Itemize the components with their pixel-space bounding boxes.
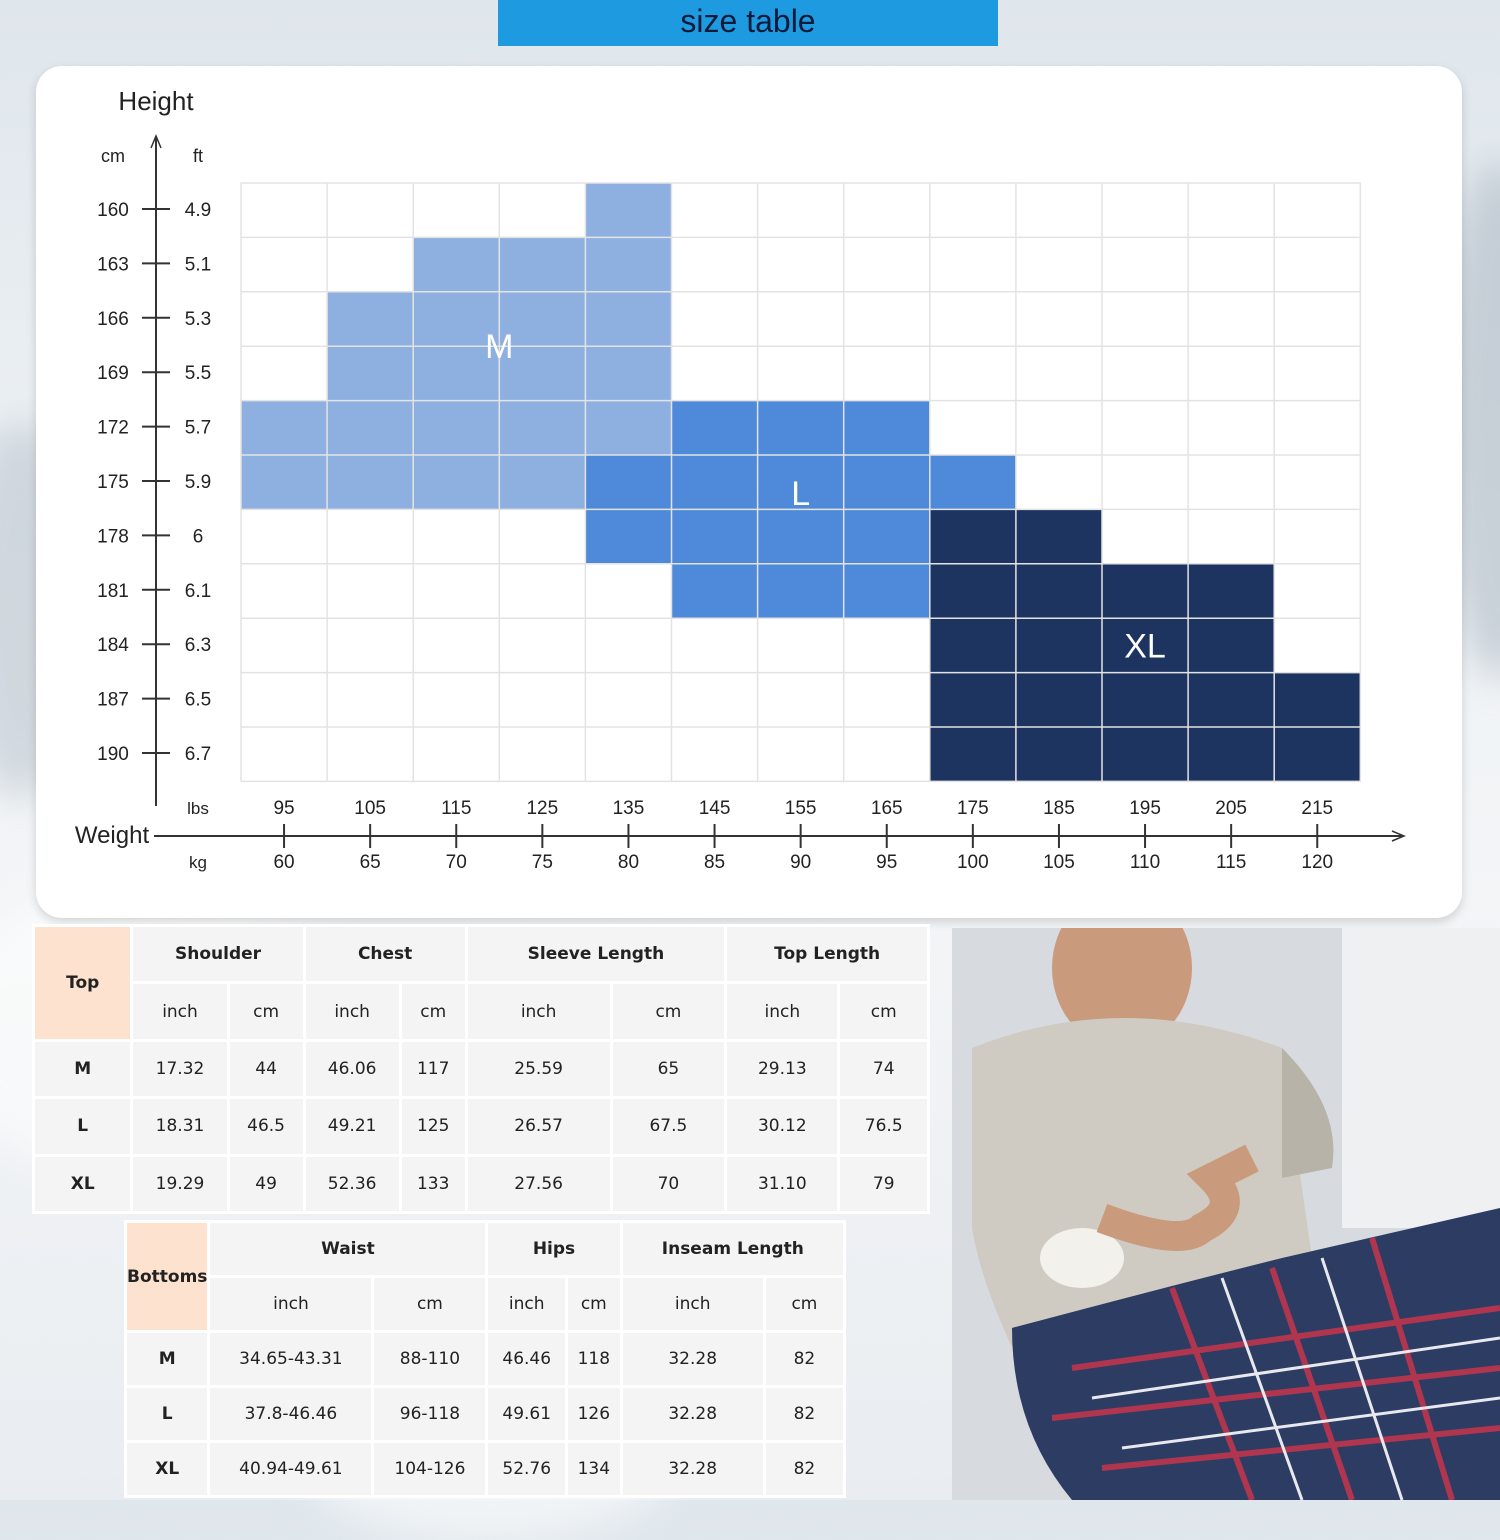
table-cell: 49.21	[304, 1098, 400, 1155]
y-unit-ft: ft	[192, 146, 204, 166]
top-size-table	[32, 924, 930, 1214]
table-cell: 118	[567, 1332, 622, 1387]
table-cell: 40.94-49.61	[209, 1442, 373, 1497]
size-cell-m	[413, 401, 499, 455]
x-tick-label-kg: 85	[703, 852, 726, 873]
size-label-l: L	[791, 475, 811, 514]
x-tick-label-lbs: 105	[354, 798, 387, 819]
size-cell-xl	[1016, 564, 1102, 618]
size-label-xl: XL	[1124, 627, 1166, 666]
size-cell-m	[413, 237, 499, 291]
table-corner-label: Bottoms	[126, 1222, 209, 1332]
table-cell: 49.61	[487, 1387, 567, 1442]
x-tick-label-kg: 75	[531, 852, 553, 873]
table-cell: 31.10	[726, 1155, 839, 1212]
size-chart-card	[36, 66, 1462, 918]
table-cell: 70	[611, 1155, 726, 1212]
table-cell: 65	[611, 1040, 726, 1097]
y-tick-label-ft: 5.1	[184, 254, 212, 276]
size-cell-xl	[1016, 727, 1102, 781]
table-row	[34, 1040, 929, 1097]
x-tick-label-lbs: 205	[1215, 798, 1248, 819]
y-tick-label-cm: 190	[97, 744, 129, 765]
unit-header: inch	[304, 983, 400, 1040]
size-cell-xl	[930, 618, 1016, 672]
table-cell: 17.32	[132, 1040, 228, 1097]
column-group-header: Hips	[487, 1222, 621, 1277]
size-cell-xl	[930, 673, 1016, 727]
table-cell: 46.5	[228, 1098, 304, 1155]
column-group-header: Sleeve Length	[466, 926, 726, 983]
x-tick-label-lbs: 135	[612, 798, 645, 819]
size-label: L	[34, 1098, 132, 1155]
table-cell: 32.28	[621, 1332, 764, 1387]
page-title: size table	[498, 0, 998, 46]
table-cell: 76.5	[839, 1098, 929, 1155]
table-cell: 25.59	[466, 1040, 611, 1097]
table-cell: 30.12	[726, 1098, 839, 1155]
size-cell-l	[585, 509, 671, 563]
size-cell-m	[327, 455, 413, 509]
size-label: M	[34, 1040, 132, 1097]
table-cell: 133	[400, 1155, 466, 1212]
x-tick-label-kg: 60	[273, 852, 295, 873]
unit-header: inch	[487, 1277, 567, 1332]
size-cell-m	[585, 292, 671, 346]
x-tick-label-lbs: 215	[1301, 798, 1334, 819]
x-axis-title: Weight	[74, 822, 150, 849]
table-cell: 82	[764, 1442, 844, 1497]
size-cell-xl	[1274, 673, 1360, 727]
table-cell: 32.28	[621, 1387, 764, 1442]
size-cell-xl	[1102, 673, 1188, 727]
table-cell: 32.28	[621, 1442, 764, 1497]
size-cell-l	[844, 401, 930, 455]
y-tick-label-ft: 6.1	[184, 580, 212, 602]
table-cell: 74	[839, 1040, 929, 1097]
y-tick-label-cm: 166	[97, 308, 129, 330]
x-unit-kg: kg	[189, 853, 207, 872]
unit-header: cm	[567, 1277, 622, 1332]
table-cell: 67.5	[611, 1098, 726, 1155]
table-cell: 29.13	[726, 1040, 839, 1097]
column-group-header: Shoulder	[132, 926, 304, 983]
table-cell: 49	[228, 1155, 304, 1212]
table-corner-label: Top	[34, 926, 132, 1041]
size-cell-xl	[1016, 673, 1102, 727]
table-cell: 52.76	[487, 1442, 567, 1497]
y-tick-label-cm: 163	[97, 254, 129, 276]
size-cell-l	[672, 509, 758, 563]
x-tick-label-kg: 105	[1043, 852, 1075, 873]
size-cell-xl	[930, 509, 1016, 563]
size-cell-m	[585, 346, 671, 400]
size-cell-l	[585, 455, 671, 509]
unit-header: inch	[132, 983, 228, 1040]
column-group-header: Inseam Length	[621, 1222, 844, 1277]
size-cell-m	[585, 401, 671, 455]
y-unit-cm: cm	[101, 146, 125, 166]
size-cell-m	[241, 401, 327, 455]
y-tick-label-cm: 178	[97, 526, 129, 548]
unit-header: cm	[764, 1277, 844, 1332]
table-cell: 104-126	[373, 1442, 487, 1497]
y-tick-label-ft: 6	[192, 526, 204, 548]
size-cell-xl	[1016, 509, 1102, 563]
y-tick-label-cm: 181	[97, 580, 129, 602]
y-tick-label-cm: 160	[97, 200, 129, 221]
table-cell: 79	[839, 1155, 929, 1212]
size-cell-xl	[1102, 727, 1188, 781]
size-label: L	[126, 1387, 209, 1442]
size-cell-l	[672, 401, 758, 455]
y-tick-label-ft: 4.9	[184, 200, 212, 221]
unit-header: cm	[839, 983, 929, 1040]
y-tick-label-ft: 5.9	[184, 472, 212, 493]
x-tick-label-lbs: 185	[1043, 798, 1075, 819]
size-cell-l	[844, 564, 930, 618]
unit-header: inch	[621, 1277, 764, 1332]
table-unit-row	[126, 1277, 845, 1332]
x-tick-label-kg: 95	[876, 852, 898, 873]
y-tick-label-cm: 172	[97, 417, 129, 439]
size-label-m: M	[485, 328, 514, 367]
bottoms-size-table	[124, 1220, 846, 1498]
table-cell: 117	[400, 1040, 466, 1097]
table-row	[126, 1387, 845, 1442]
size-cell-xl	[1188, 673, 1274, 727]
size-cell-l	[758, 401, 844, 455]
size-cell-l	[758, 509, 844, 563]
size-cell-m	[241, 455, 327, 509]
table-cell: 126	[567, 1387, 622, 1442]
x-tick-label-kg: 90	[790, 852, 812, 873]
size-label: XL	[126, 1442, 209, 1497]
x-unit-lbs: lbs	[187, 799, 209, 818]
table-row	[126, 1442, 845, 1497]
y-tick-label-ft: 6.5	[184, 689, 212, 711]
size-cell-m	[327, 401, 413, 455]
x-tick-label-kg: 120	[1301, 852, 1334, 873]
y-tick-label-ft: 6.3	[184, 635, 212, 657]
table-cell: 18.31	[132, 1098, 228, 1155]
table-cell: 26.57	[466, 1098, 611, 1155]
size-cell-m	[585, 183, 671, 237]
size-cell-m	[327, 292, 413, 346]
size-cell-xl	[1274, 727, 1360, 781]
size-cell-xl	[1016, 618, 1102, 672]
y-axis-title: Height	[118, 86, 194, 116]
x-tick-label-lbs: 125	[526, 798, 559, 819]
column-group-header: Waist	[209, 1222, 487, 1277]
table-cell: 134	[567, 1442, 622, 1497]
size-cell-m	[585, 237, 671, 291]
column-group-header: Chest	[304, 926, 466, 983]
y-tick-label-ft: 6.7	[184, 744, 212, 765]
unit-header: cm	[228, 983, 304, 1040]
table-row	[34, 1098, 929, 1155]
x-tick-label-kg: 110	[1129, 852, 1161, 873]
size-cell-xl	[930, 727, 1016, 781]
table-cell: 125	[400, 1098, 466, 1155]
size-cell-m	[327, 346, 413, 400]
table-unit-row	[34, 983, 929, 1040]
table-cell: 46.46	[487, 1332, 567, 1387]
size-cell-m	[499, 401, 585, 455]
column-group-header: Top Length	[726, 926, 929, 983]
table-cell: 37.8-46.46	[209, 1387, 373, 1442]
unit-header: cm	[373, 1277, 487, 1332]
x-tick-label-kg: 80	[617, 852, 640, 873]
size-cell-l	[672, 455, 758, 509]
model-photo	[952, 928, 1500, 1500]
size-cell-m	[499, 455, 585, 509]
x-tick-label-lbs: 115	[441, 798, 472, 819]
size-cell-m	[413, 455, 499, 509]
unit-header: cm	[400, 983, 466, 1040]
table-cell: 96-118	[373, 1387, 487, 1442]
x-tick-label-lbs: 195	[1129, 798, 1161, 819]
x-tick-label-lbs: 155	[784, 798, 817, 819]
size-cell-xl	[1102, 564, 1188, 618]
y-tick-label-ft: 5.3	[184, 308, 212, 330]
size-cell-xl	[1188, 618, 1274, 672]
table-cell: 88-110	[373, 1332, 487, 1387]
y-tick-label-ft: 5.7	[184, 417, 212, 439]
table-cell: 34.65-43.31	[209, 1332, 373, 1387]
size-cell-l	[844, 509, 930, 563]
y-tick-label-ft: 5.5	[184, 363, 212, 385]
size-cell-l	[672, 564, 758, 618]
table-cell: 82	[764, 1332, 844, 1387]
table-cell: 82	[764, 1387, 844, 1442]
size-label: M	[126, 1332, 209, 1387]
unit-header: inch	[726, 983, 839, 1040]
size-cell-xl	[930, 564, 1016, 618]
unit-header: inch	[209, 1277, 373, 1332]
table-cell: 19.29	[132, 1155, 228, 1212]
height-weight-size-chart	[36, 66, 1462, 918]
x-tick-label-lbs: 165	[870, 798, 903, 819]
y-tick-label-cm: 169	[97, 363, 129, 385]
y-tick-label-cm: 184	[97, 635, 129, 657]
size-cell-l	[758, 564, 844, 618]
x-tick-label-kg: 70	[445, 852, 467, 873]
table-cell: 52.36	[304, 1155, 400, 1212]
y-tick-label-cm: 175	[97, 472, 129, 493]
table-header-row	[126, 1222, 845, 1277]
table-cell: 44	[228, 1040, 304, 1097]
table-row	[34, 1155, 929, 1212]
x-tick-label-lbs: 145	[698, 798, 731, 819]
table-cell: 46.06	[304, 1040, 400, 1097]
size-cell-xl	[1188, 727, 1274, 781]
unit-header: cm	[611, 983, 726, 1040]
table-row	[126, 1332, 845, 1387]
x-tick-label-lbs: 175	[956, 798, 989, 819]
x-tick-label-kg: 100	[956, 852, 989, 873]
size-label: XL	[34, 1155, 132, 1212]
unit-header: inch	[466, 983, 611, 1040]
table-cell: 27.56	[466, 1155, 611, 1212]
y-tick-label-cm: 187	[97, 689, 129, 711]
size-cell-l	[930, 455, 1016, 509]
x-tick-label-kg: 115	[1216, 852, 1247, 873]
size-cell-l	[844, 455, 930, 509]
x-tick-label-lbs: 95	[273, 798, 295, 819]
x-tick-label-kg: 65	[359, 852, 381, 873]
size-cell-xl	[1188, 564, 1274, 618]
size-cell-m	[499, 237, 585, 291]
table-header-row	[34, 926, 929, 983]
